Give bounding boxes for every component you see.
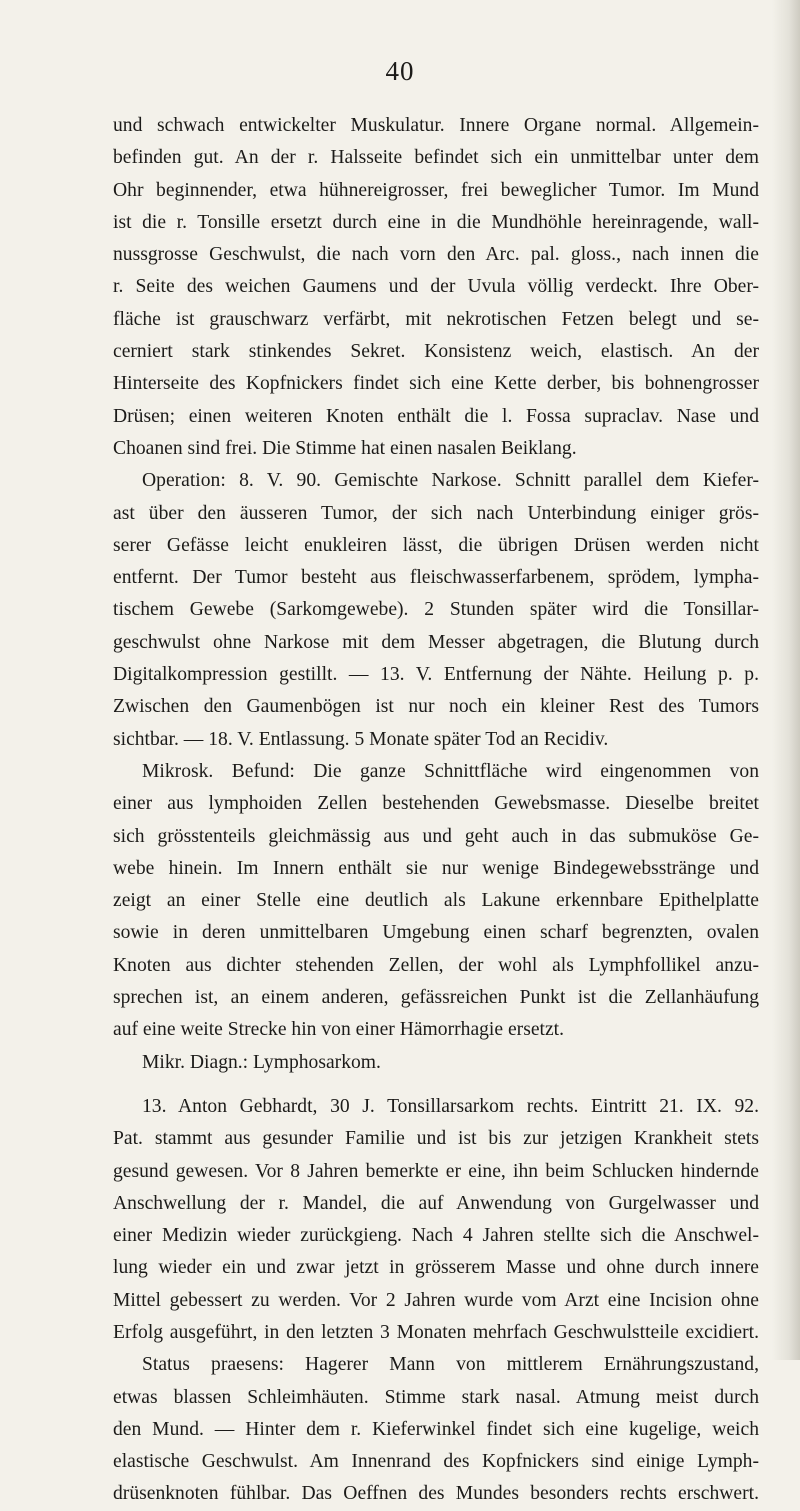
text-line: Zwischen den Gaumenbögen ist nur noch ein kleiner Rest des Tumors	[113, 696, 759, 718]
text-line: webe hinein. Im Innern enthält sie nur wenige Bindegewebsstränge und	[113, 857, 759, 879]
text-line: Choanen sind frei. Die Stimme hat einen nasalen Beiklang.	[113, 437, 577, 459]
page-number: 40	[385, 56, 415, 86]
text-line: den Mund. — Hinter dem r. Kieferwinkel findet sich eine kugelige, weich	[113, 1418, 759, 1440]
text-line: serer Gefässe leicht enukleiren lässt, die übrigen Drüsen werden nicht	[113, 534, 759, 556]
text-line: Hinterseite des Kopfnickers findet sich eine Kette derber, bis bohnengrosser	[113, 373, 759, 395]
text-line: nussgrosse Geschwulst, die nach vorn den Arc. pal. gloss., nach innen die	[113, 244, 759, 266]
text-line: Knoten aus dichter stehenden Zellen, der wohl als Lymphfollikel anzu-	[113, 954, 759, 976]
text-line: sowie in deren unmittelbaren Umgebung einen scharf begrenzten, ovalen	[113, 922, 759, 944]
text-line: etwas blassen Schleimhäuten. Stimme stark nasal. Atmung meist durch	[113, 1386, 759, 1408]
text-line: Pat. stammt aus gesunder Familie und ist bis zur jetzigen Krankheit stets	[113, 1128, 759, 1150]
text-line: r. Seite des weichen Gaumens und der Uvula völlig verdeckt. Ihre Ober-	[113, 276, 759, 298]
text-line: lung wieder ein und zwar jetzt in grösserem Masse und ohne durch innere	[113, 1257, 759, 1279]
text-line: Operation: 8. V. 90. Gemischte Narkose. Schnitt parallel dem Kiefer-	[142, 470, 759, 492]
text-line: sprechen ist, an einem anderen, gefässreichen Punkt ist die Zellanhäufung	[113, 987, 759, 1009]
text-line: Ohr beginnender, etwa hühnereigrosser, frei beweglicher Tumor. Im Mund	[113, 179, 759, 201]
text-line: Status praesens: Hagerer Mann von mittlerem Ernährungszustand,	[142, 1354, 759, 1376]
text-line: entfernt. Der Tumor besteht aus fleischwasserfarbenem, sprödem, lympha-	[113, 567, 759, 589]
text-line: Mittel gebessert zu werden. Vor 2 Jahren wurde vom Arzt eine Incision ohne	[113, 1289, 759, 1311]
text-line: elastische Geschwulst. Am Innenrand des Kopfnickers sind einige Lymph-	[113, 1451, 759, 1473]
body-text	[113, 110, 759, 1511]
text-line: sich grösstenteils gleichmässig aus und geht auch in das submuköse Ge-	[113, 825, 759, 847]
text-line: einer aus lymphoiden Zellen bestehenden Gewebsmasse. Dieselbe breitet	[113, 793, 759, 815]
text-line: drüsenknoten fühlbar. Das Oeffnen des Mundes besonders rechts erschwert.	[113, 1483, 759, 1505]
text-line: auf eine weite Strecke hin von einer Hämorrhagie ersetzt.	[113, 1019, 565, 1041]
text-line: befinden gut. An der r. Halsseite befindet sich ein unmittelbar unter dem	[113, 147, 759, 169]
text-line: einer Medizin wieder zurückgieng. Nach 4 Jahren stellte sich die Anschwel-	[113, 1225, 759, 1247]
text-line: und schwach entwickelter Muskulatur. Innere Organe normal. Allgemein-	[113, 115, 759, 136]
text-line: sichtbar. — 18. V. Entlassung. 5 Monate später Tod an Recidiv.	[113, 728, 609, 750]
text-line: cerniert stark stinkendes Sekret. Konsistenz weich, elastisch. An der	[113, 341, 759, 363]
section-gap	[113, 1079, 759, 1091]
text-line: zeigt an einer Stelle eine deutlich als Lakune erkennbare Epithelplatte	[113, 890, 759, 912]
text-line: 13. Anton Gebhardt, 30 J. Tonsillarsarkom rechts. Eintritt 21. IX. 92.	[142, 1095, 759, 1117]
text-line: Digitalkompression gestillt. — 13. V. Entfernung der Nähte. Heilung p. p.	[113, 664, 759, 686]
text-line: ist die r. Tonsille ersetzt durch eine in die Mundhöhle hereinragende, wall-	[113, 211, 759, 233]
text-line: gesund gewesen. Vor 8 Jahren bemerkte er eine, ihn beim Schlucken hindernde	[113, 1160, 759, 1182]
text-line: Erfolg ausgeführt, in den letzten 3 Monaten mehrfach Geschwulstteile excidiert.	[113, 1321, 759, 1343]
text-line: tischem Gewebe (Sarkomgewebe). 2 Stunden später wird die Tonsillar-	[113, 599, 759, 621]
text-line: geschwulst ohne Narkose mit dem Messer abgetragen, die Blutung durch	[113, 631, 759, 653]
text-line: Mikrosk. Befund: Die ganze Schnittfläche wird eingenommen von	[142, 760, 759, 782]
text-line: fläche ist grauschwarz verfärbt, mit nekrotischen Fetzen belegt und se-	[113, 308, 759, 330]
text-line: Drüsen; einen weiteren Knoten enthält die l. Fossa supraclav. Nase und	[113, 405, 759, 427]
text-line: ast über den äusseren Tumor, der sich nach Unterbindung einiger grös-	[113, 502, 759, 524]
text-line: Anschwellung der r. Mandel, die auf Anwendung von Gurgelwasser und	[113, 1192, 759, 1214]
page-edge-shadow	[772, 0, 800, 1360]
text-line: Mikr. Diagn.: Lymphosarkom.	[142, 1051, 381, 1073]
